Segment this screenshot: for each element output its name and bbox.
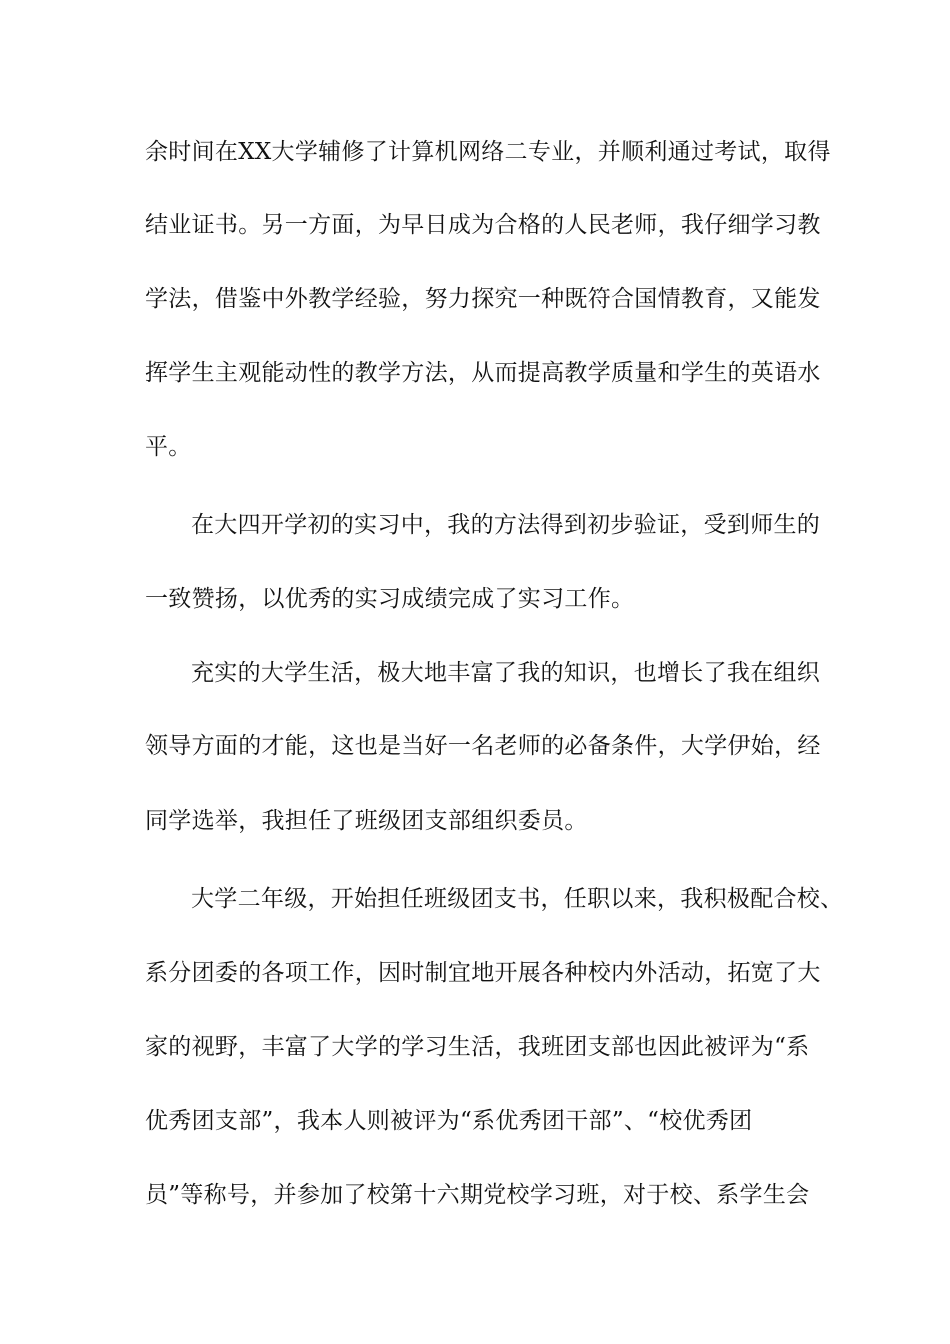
text-line: 优秀团支部”，我本人则被评为“系优秀团干部”、“校优秀团 xyxy=(145,1108,753,1134)
text-line: 同学选举，我担任了班级团支部组织委员。 xyxy=(145,808,588,834)
paragraph-first-line: 在大四开学初的实习中，我的方法得到初步验证，受到师生的 xyxy=(191,512,821,538)
text-line: 余时间在XX大学辅修了计算机网络二专业，并顺利通过考试，取得 xyxy=(145,139,831,165)
text-line: 平。 xyxy=(145,434,192,460)
text-line: 挥学生主观能动性的教学方法，从而提高教学质量和学生的英语水 xyxy=(145,360,821,386)
paragraph-first-line: 充实的大学生活，极大地丰富了我的知识，也增长了我在组织 xyxy=(191,660,821,686)
text-line: 领导方面的才能，这也是当好一名老师的必备条件，大学伊始，经 xyxy=(145,733,821,759)
paragraph-first-line: 大学二年级，开始担任班级团支书，任职以来，我积极配合校、 xyxy=(191,886,844,912)
text-line: 学法，借鉴中外教学经验，努力探究一种既符合国情教育，又能发 xyxy=(145,286,821,312)
text-line: 一致赞扬，以优秀的实习成绩完成了实习工作。 xyxy=(145,586,635,612)
text-line: 系分团委的各项工作，因时制宜地开展各种校内外活动，拓宽了大 xyxy=(145,960,821,986)
text-line: 结业证书。另一方面，为早日成为合格的人民老师，我仔细学习教 xyxy=(145,212,821,238)
text-line: 家的视野，丰富了大学的学习生活，我班团支部也因此被评为“系 xyxy=(145,1034,810,1060)
text-line: 员”等称号，并参加了校第十六期党校学习班，对于校、系学生会 xyxy=(145,1182,810,1208)
